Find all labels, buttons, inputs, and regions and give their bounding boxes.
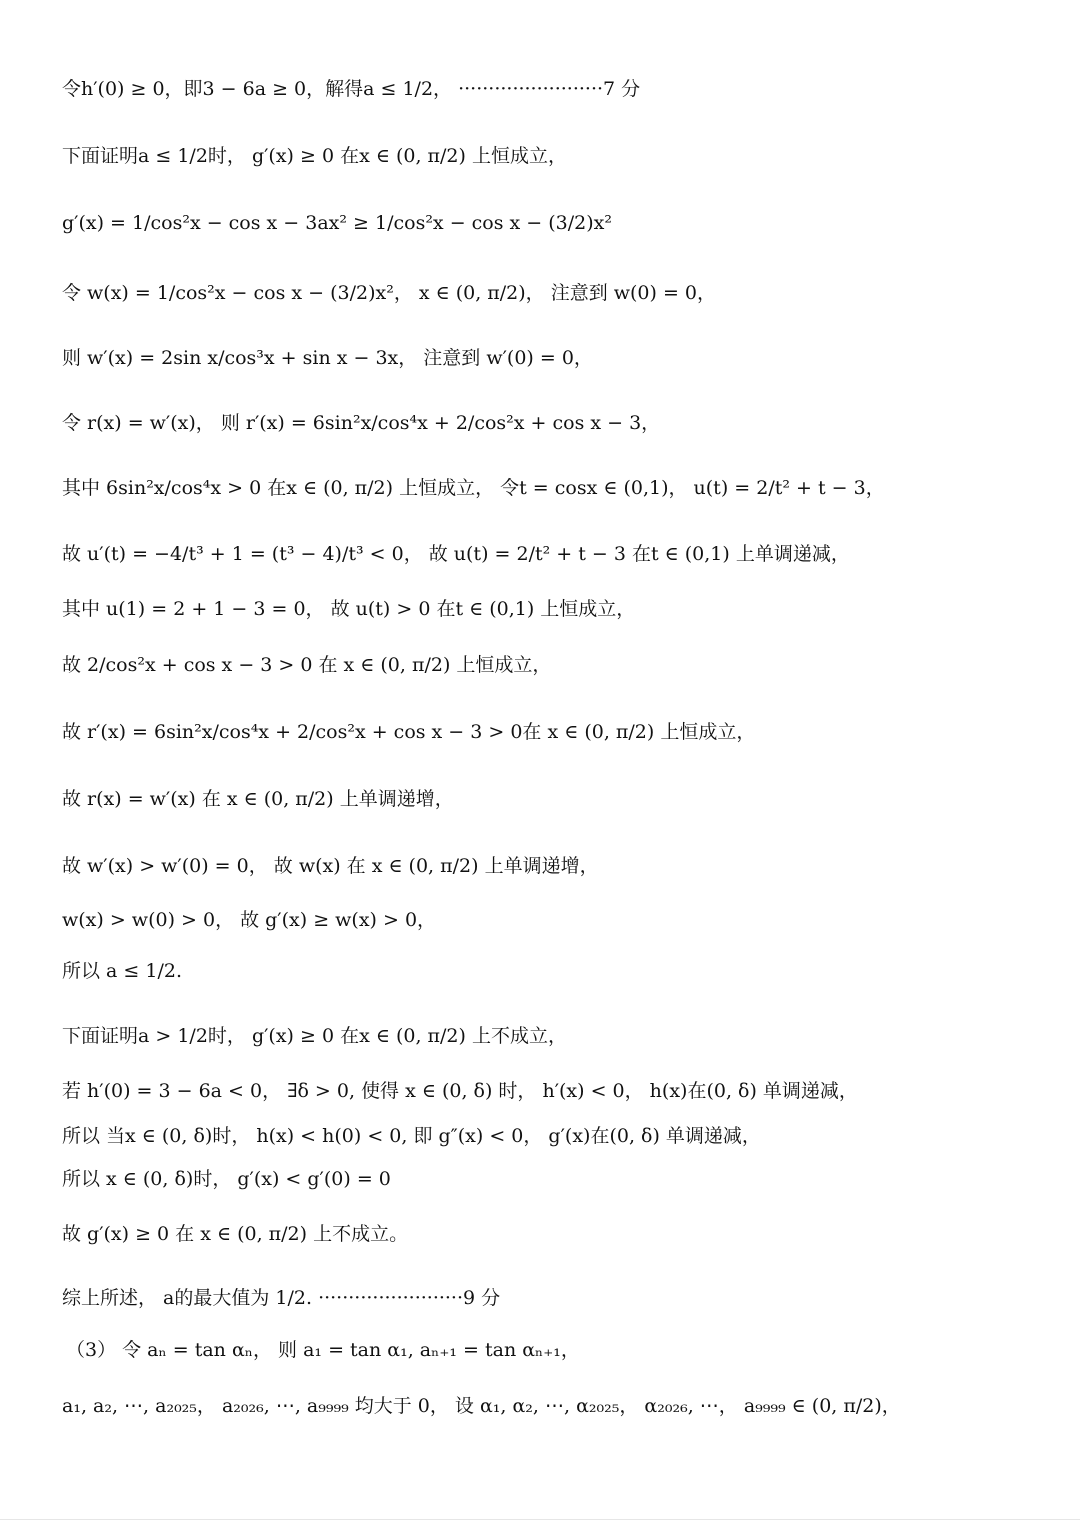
- proof-line-1: 令h′(0) ≥ 0，即3 − 6a ≥ 0，解得a ≤ 1/2， ························7 分: [62, 78, 641, 100]
- proof-line-9: 其中 u(1) = 2 + 1 − 3 = 0， 故 u(t) > 0 在t ∈ (0,1) 上恒成立，: [62, 598, 636, 620]
- page-bottom-rule: [0, 1519, 1080, 1520]
- proof-line-6: 令 r(x) = w′(x)， 则 r′(x) = 6sin²x/cos⁴x + 2/cos²x + cos x − 3，: [62, 412, 661, 434]
- proof-line-19: 所以 x ∈ (0, δ)时， g′(x) < g′(0) = 0: [62, 1168, 391, 1190]
- proof-line-14: w(x) > w(0) > 0， 故 g′(x) ≥ w(x) > 0，: [62, 909, 437, 931]
- proof-line-15: 所以 a ≤ 1/2.: [62, 960, 182, 982]
- proof-line-10: 故 2/cos²x + cos x − 3 > 0 在 x ∈ (0, π/2) 上恒成立，: [62, 654, 552, 676]
- proof-line-13: 故 w′(x) > w′(0) = 0， 故 w(x) 在 x ∈ (0, π/2) 上单调递增，: [62, 855, 599, 877]
- proof-line-3: g′(x) = 1/cos²x − cos x − 3ax² ≥ 1/cos²x − cos x − (3/2)x²: [62, 212, 612, 234]
- proof-line-2: 下面证明a ≤ 1/2时， g′(x) ≥ 0 在x ∈ (0, π/2) 上恒成立，: [62, 145, 567, 167]
- proof-line-8: 故 u′(t) = −4/t³ + 1 = (t³ − 4)/t³ < 0， 故 u(t) = 2/t² + t − 3 在t ∈ (0,1) 上单调递减，: [62, 543, 850, 565]
- proof-line-20: 故 g′(x) ≥ 0 在 x ∈ (0, π/2) 上不成立。: [62, 1223, 409, 1245]
- proof-line-12: 故 r(x) = w′(x) 在 x ∈ (0, π/2) 上单调递增，: [62, 788, 454, 810]
- proof-line-7: 其中 6sin²x/cos⁴x > 0 在x ∈ (0, π/2) 上恒成立， 令t = cosx ∈ (0,1)， u(t) = 2/t² + t − 3，: [62, 477, 885, 499]
- proof-line-4: 令 w(x) = 1/cos²x − cos x − (3/2)x²， x ∈ (0, π/2)， 注意到 w(0) = 0，: [62, 282, 717, 304]
- proof-line-5: 则 w′(x) = 2sin x/cos³x + sin x − 3x， 注意到 w′(0) = 0，: [62, 347, 593, 369]
- proof-line-11: 故 r′(x) = 6sin²x/cos⁴x + 2/cos²x + cos x − 3 > 0在 x ∈ (0, π/2) 上恒成立，: [62, 721, 756, 743]
- proof-line-16: 下面证明a > 1/2时， g′(x) ≥ 0 在x ∈ (0, π/2) 上不成立，: [62, 1025, 567, 1047]
- proof-line-17: 若 h′(0) = 3 − 6a < 0， ∃δ > 0, 使得 x ∈ (0, δ) 时， h′(x) < 0， h(x)在(0, δ) 单调递减，: [62, 1080, 858, 1102]
- proof-line-18: 所以 当x ∈ (0, δ)时， h(x) < h(0) < 0, 即 g″(x) < 0， g′(x)在(0, δ) 单调递减，: [62, 1125, 761, 1147]
- part-3-line-1: （3） 令 aₙ = tan αₙ， 则 a₁ = tan α₁, aₙ₊₁ = tan αₙ₊₁，: [66, 1339, 580, 1361]
- proof-line-21: 综上所述， a的最大值为 1/2. ························9 分: [62, 1287, 501, 1309]
- part-3-line-2: a₁, a₂, ⋯, a₂₀₂₅， a₂₀₂₆, ⋯, a₉₉₉₉ 均大于 0， 设 α₁, α₂, ⋯, α₂₀₂₅， α₂₀₂₆, ⋯， a₉₉₉₉ ∈ (0, π/2)，: [62, 1395, 901, 1417]
